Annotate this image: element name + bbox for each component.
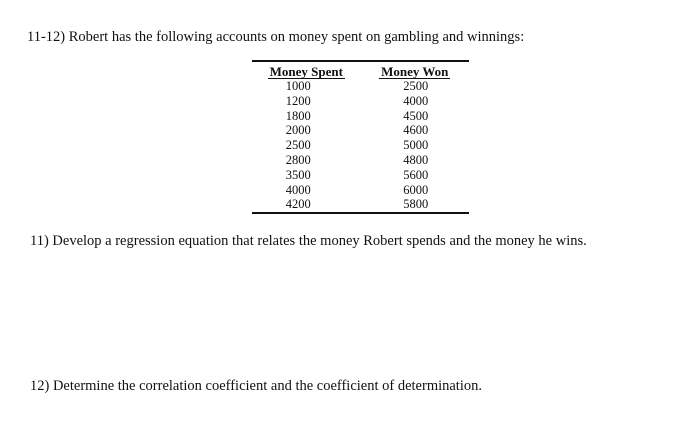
money-spent-cell: 4000 xyxy=(285,182,311,197)
money-spent-cell: 3500 xyxy=(285,167,311,182)
money-won-cell: 5600 xyxy=(403,167,429,182)
table-row xyxy=(252,168,469,183)
money-spent-cell: 2800 xyxy=(285,152,311,167)
money-won-cell: 5800 xyxy=(361,197,470,213)
problem-intro: 11-12) Robert has the following accounts on money spent on gambling and winnings: xyxy=(27,29,525,45)
header-money-won xyxy=(361,61,470,79)
money-spent-cell: 1000 xyxy=(285,79,311,93)
money-won-cell: 6000 xyxy=(403,182,429,197)
table-row xyxy=(252,94,469,109)
header-money-spent xyxy=(252,61,361,79)
gambling-data-table xyxy=(252,60,469,214)
money-won-cell: 2500 xyxy=(403,79,429,93)
table-header-row xyxy=(252,61,469,79)
table-row xyxy=(252,183,469,198)
table-row xyxy=(252,123,469,138)
question-11: 11) Develop a regression equation that relates the money Robert spends and the money he wins. xyxy=(30,233,587,249)
money-won-cell: 4800 xyxy=(403,152,429,167)
money-spent-cell: 2000 xyxy=(285,123,311,138)
money-spent-cell: 1200 xyxy=(285,93,311,108)
table-row xyxy=(252,197,469,213)
header-money-won-label: Money Won xyxy=(381,64,449,79)
money-won-cell: 5000 xyxy=(403,138,429,153)
table-row xyxy=(252,153,469,168)
table-row xyxy=(252,79,469,94)
table-row xyxy=(252,109,469,124)
header-money-spent-label: Money Spent xyxy=(269,64,343,79)
question-12: 12) Determine the correlation coefficient and the coefficient of determination. xyxy=(30,378,482,394)
money-spent-cell: 2500 xyxy=(285,138,311,153)
money-won-cell: 4500 xyxy=(403,108,429,123)
money-spent-cell: 4200 xyxy=(252,197,361,213)
money-won-cell: 4600 xyxy=(403,123,429,138)
money-spent-cell: 1800 xyxy=(285,108,311,123)
money-won-cell: 4000 xyxy=(403,93,429,108)
table-row xyxy=(252,138,469,153)
